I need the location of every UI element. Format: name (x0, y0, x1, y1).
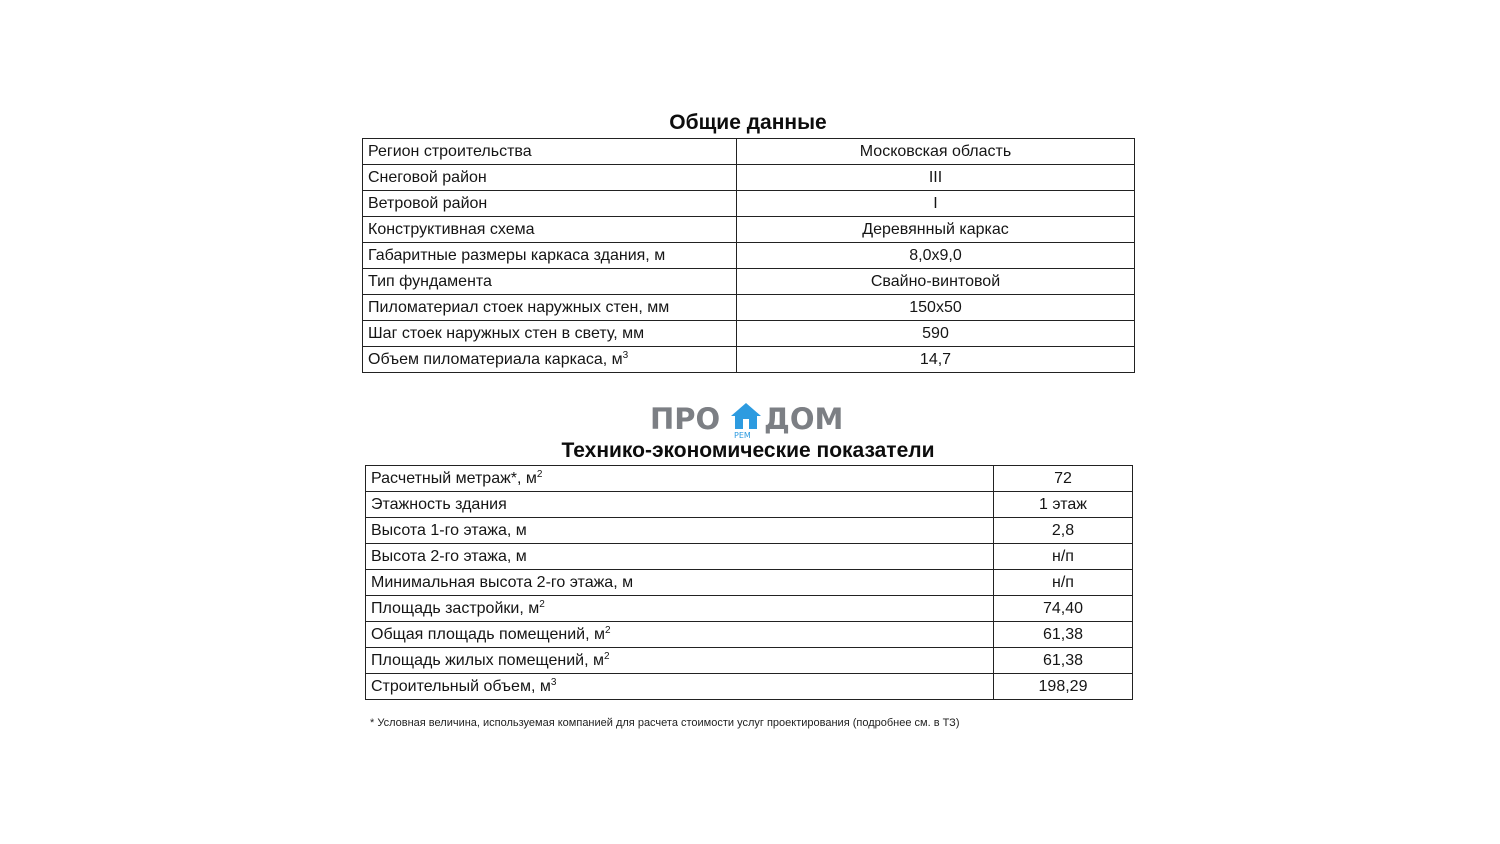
row-value: 72 (994, 466, 1133, 492)
row-label-text: Общая площадь помещений, м (371, 626, 605, 643)
logo-word-left: ПРО (650, 402, 721, 436)
unit-exponent: 2 (604, 625, 611, 636)
row-label (366, 648, 994, 674)
row-label: Высота 2-го этажа, м (366, 544, 994, 570)
footnote: * Условная величина, используемая компанией для расчета стоимости услуг проектирования (подробнее см. в ТЗ) (370, 717, 960, 729)
row-label (366, 622, 994, 648)
unit-exponent: 3 (550, 677, 557, 688)
table-row (363, 243, 1135, 269)
table-row (366, 622, 1133, 648)
row-label-text: Объем пиломатериала каркаса, м (368, 351, 623, 368)
table-row (366, 518, 1133, 544)
row-value: 61,38 (994, 622, 1133, 648)
table-row (366, 596, 1133, 622)
table-row (363, 139, 1135, 165)
table-row (366, 544, 1133, 570)
row-value: 590 (737, 321, 1135, 347)
row-value: Деревянный каркас (737, 217, 1135, 243)
row-value: 198,29 (994, 674, 1133, 700)
table-row (363, 165, 1135, 191)
logo-word-right: ДОМ (764, 402, 844, 436)
row-label: Тип фундамента (363, 269, 737, 295)
general-data-table (362, 138, 1135, 373)
table-row (363, 217, 1135, 243)
general-data-title: Общие данные (669, 111, 827, 134)
row-value: 14,7 (737, 347, 1135, 373)
row-label: Шаг стоек наружных стен в свету, мм (363, 321, 737, 347)
row-value: 61,38 (994, 648, 1133, 674)
tech-indicators-table (365, 465, 1133, 700)
row-value: 2,8 (994, 518, 1133, 544)
table-row (363, 347, 1135, 373)
house-icon (730, 400, 762, 432)
table-row (363, 191, 1135, 217)
row-label (366, 466, 994, 492)
row-label: Пиломатериал стоек наружных стен, мм (363, 295, 737, 321)
table-row (366, 570, 1133, 596)
row-value: III (737, 165, 1135, 191)
row-label: Конструктивная схема (363, 217, 737, 243)
table-row (363, 321, 1135, 347)
row-label-text: Строительный объем, м (371, 678, 551, 695)
row-label-text: Расчетный метраж*, м (371, 470, 537, 487)
unit-exponent: 2 (536, 469, 543, 480)
table-row (366, 674, 1133, 700)
row-value: н/п (994, 544, 1133, 570)
row-label (366, 596, 994, 622)
row-label: Габаритные размеры каркаса здания, м (363, 243, 737, 269)
unit-exponent: 2 (603, 651, 610, 662)
table-row (363, 295, 1135, 321)
row-value: 150x50 (737, 295, 1135, 321)
row-label: Этажность здания (366, 492, 994, 518)
company-logo (650, 400, 850, 440)
row-label-text: Площадь застройки, м (371, 600, 540, 617)
table-row (366, 466, 1133, 492)
row-label-text: Площадь жилых помещений, м (371, 652, 604, 669)
row-value: н/п (994, 570, 1133, 596)
table-row (366, 648, 1133, 674)
row-label: Высота 1-го этажа, м (366, 518, 994, 544)
logo-subtext: РЕМ (734, 431, 751, 440)
row-value: Свайно-винтовой (737, 269, 1135, 295)
unit-exponent: 3 (622, 350, 629, 361)
row-value: 1 этаж (994, 492, 1133, 518)
row-value: 74,40 (994, 596, 1133, 622)
table-row (366, 492, 1133, 518)
row-value: 8,0x9,0 (737, 243, 1135, 269)
table-row (363, 269, 1135, 295)
row-label (366, 674, 994, 700)
row-label: Ветровой район (363, 191, 737, 217)
row-label (363, 347, 737, 373)
row-label: Минимальная высота 2-го этажа, м (366, 570, 994, 596)
row-value: Московская область (737, 139, 1135, 165)
row-label: Регион строительства (363, 139, 737, 165)
tech-indicators-title: Технико-экономические показатели (561, 439, 935, 462)
row-label: Снеговой район (363, 165, 737, 191)
unit-exponent: 2 (539, 599, 545, 610)
row-value: I (737, 191, 1135, 217)
